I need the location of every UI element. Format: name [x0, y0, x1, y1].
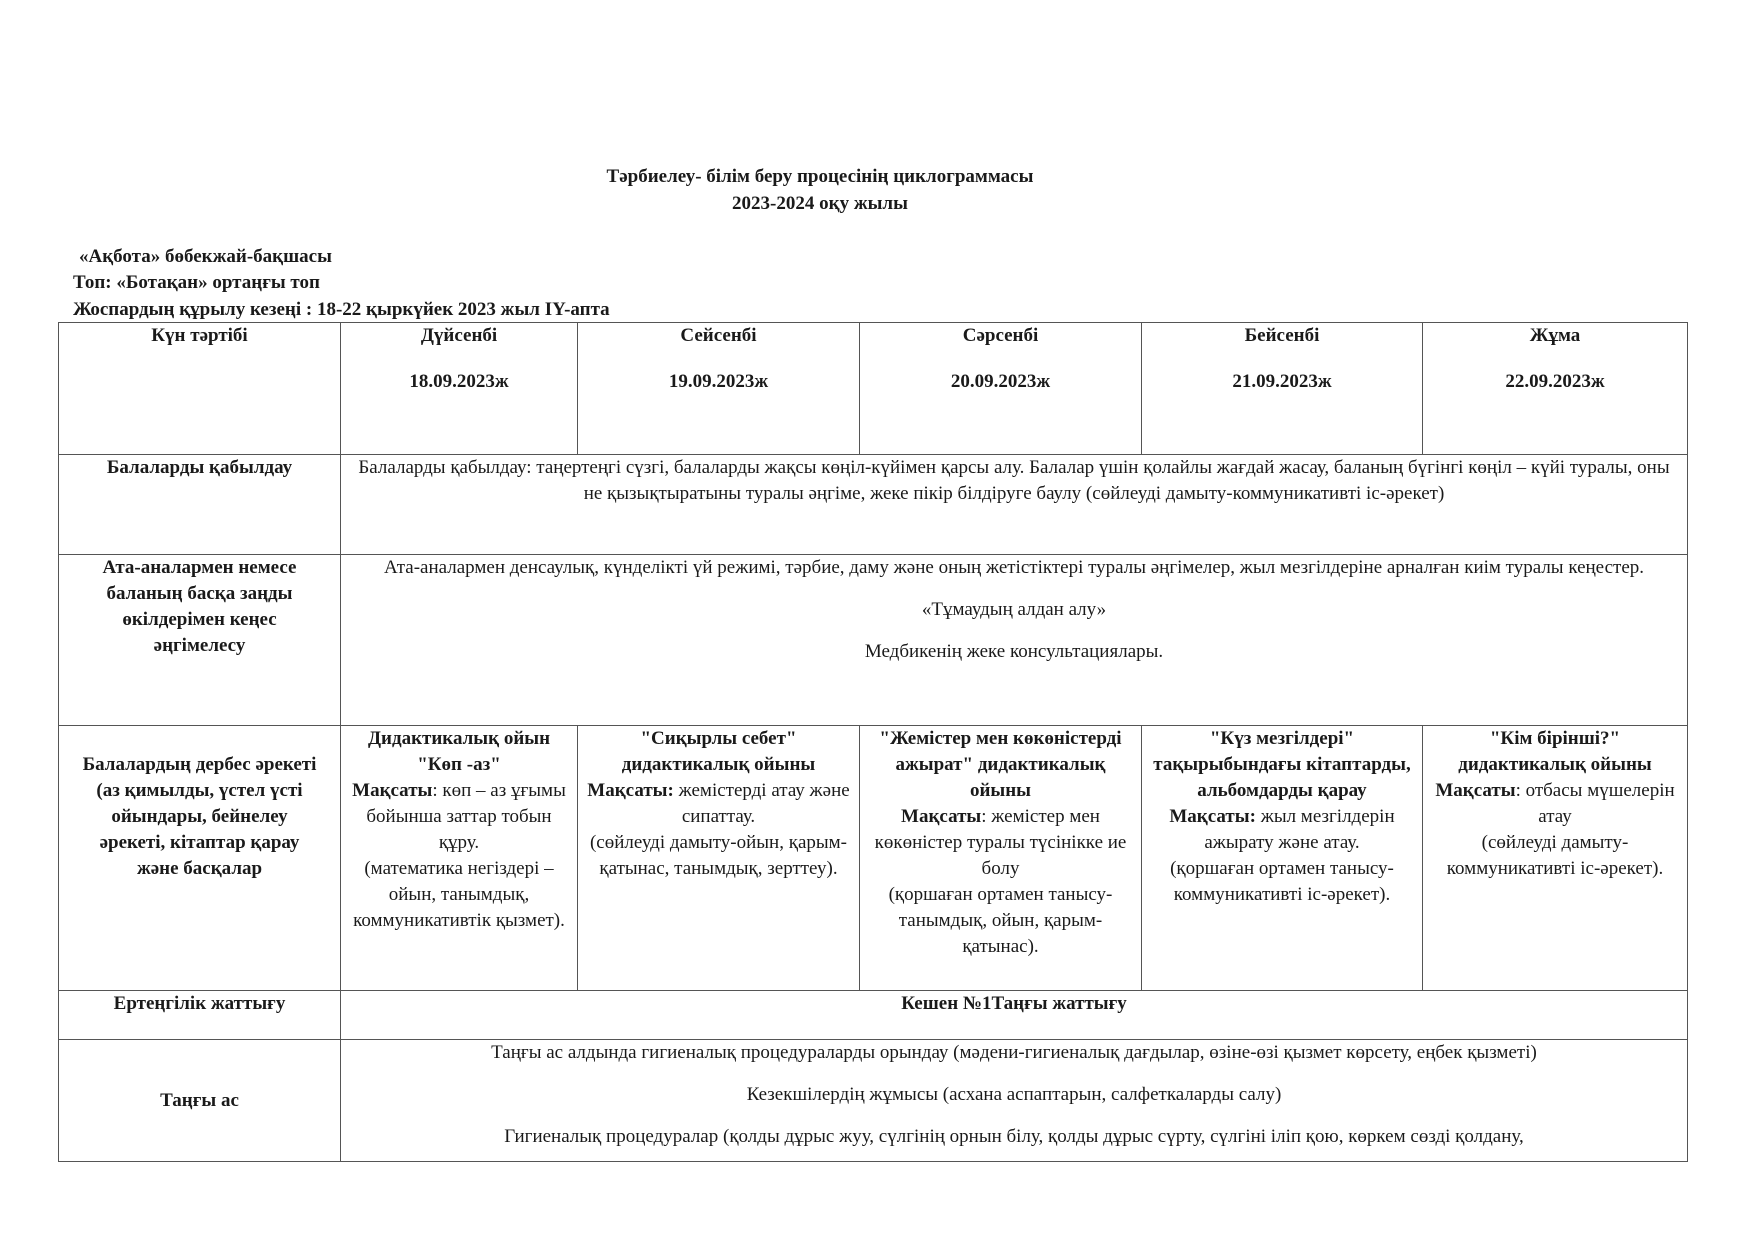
breakfast-row — [59, 1040, 1688, 1162]
goal-label: Мақсаты — [901, 806, 982, 827]
activity-note: (қоршаған ортамен танысу-танымдық, ойын, қарым-қатынас). — [888, 884, 1113, 957]
reception-label: Балаларды қабылдау — [59, 455, 341, 555]
activity-goal — [870, 804, 1131, 882]
activity-note: (математика негіздері – ойын, танымдық, коммуникативтік қызмет). — [353, 858, 565, 931]
breakfast-procedures: Гигиеналық процедуралар (қолды дұрыс жуу, сүлгінің орнын білу, қолды дұрыс сүрту, сүлгіні іліп қою, көркем сөзді қолдану, — [504, 1126, 1524, 1147]
schedule-table — [58, 322, 1688, 1162]
activity-title: "Сиқырлы себет" дидактикалық ойыны — [621, 728, 816, 775]
day-name: Жұма — [1529, 325, 1581, 346]
goal-label: Мақсаты: — [1169, 806, 1256, 827]
activity-title: Дидактикалық ойын "Көп -аз" — [367, 728, 551, 775]
header-row — [59, 323, 1688, 455]
header-schedule: Күн тәртібі — [59, 323, 341, 455]
header-day-thu — [1142, 323, 1423, 455]
goal-text: жыл мезгілдерін ажырату және атау. — [1204, 806, 1395, 853]
reception-row — [59, 455, 1688, 555]
activity-note: (қоршаған ортамен танысу-коммуникативті іс-әрекет). — [1170, 858, 1394, 905]
activity-tue — [578, 726, 860, 991]
breakfast-duty: Кезекшілердің жұмысы (асхана аспаптарын, салфеткаларды салу) — [746, 1084, 1282, 1105]
parents-content — [341, 555, 1688, 726]
activity-wed — [860, 726, 1142, 991]
day-date: 19.09.2023ж — [668, 371, 769, 392]
breakfast-content — [341, 1040, 1688, 1162]
breakfast-label: Таңғы ас — [59, 1040, 341, 1162]
parents-label: Ата-аналармен немесе баланың басқа заңды өкілдерімен кеңес әңгімелесу — [59, 555, 341, 726]
activity-row — [59, 726, 1688, 991]
goal-text: жемістерді атау және сипаттау. — [673, 780, 850, 827]
day-date: 21.09.2023ж — [1232, 371, 1332, 392]
parents-consultation: Медбикенің жеке консультациялары. — [864, 641, 1164, 662]
exercise-label: Ертеңгілік жаттығу — [59, 991, 341, 1040]
breakfast-hygiene: Таңғы ас алдында гигиеналық процедураларды орындау (мәдени-гигиеналық дағдылар, өзіне-өзі қызмет көрсету, еңбек қызметі) — [491, 1042, 1537, 1063]
document-year: 2023-2024 оқу жылы — [732, 193, 908, 214]
exercise-row — [59, 991, 1688, 1040]
day-date: 22.09.2023ж — [1505, 371, 1605, 392]
reception-text: Балаларды қабылдау: таңертеңгі сүзгі, балаларды жақсы көңіл-күйімен қарсы алу. Балалар үшін қолайлы жағдай жасау, баланың бүгінгі көңіл – күйі туралы, оны не қызықтыратыны туралы әңгіме, жеке пікір білдіруге баулу (сөйлеуді дамыту-коммуникативті іс-әрекет) — [341, 455, 1688, 555]
goal-text: : отбасы мүшелерін атау — [1515, 780, 1675, 827]
activity-label: Балалардың дербес әрекеті (аз қимылды, үстел үсті ойындары, бейнелеу әрекеті, кітаптар қарау және басқалар — [59, 726, 341, 991]
activity-goal — [586, 778, 851, 830]
header-day-mon — [341, 323, 578, 455]
header-day-wed — [860, 323, 1142, 455]
parents-text: Ата-аналармен денсаулық, күнделікті үй режимі, тәрбие, даму және оның жетістіктері туралы әңгімелер, жыл мезгілдеріне арналған киім туралы кеңестер. — [383, 557, 1645, 578]
day-name: Дүйсенбі — [420, 325, 498, 346]
day-name: Бейсенбі — [1244, 325, 1320, 346]
goal-text: : жемістер мен көкөністер туралы түсінікке ие болу — [874, 806, 1127, 879]
activity-title: "Жемістер мен көкөністерді ажырат" дидактикалық ойыны — [879, 728, 1122, 801]
header-day-fri — [1423, 323, 1688, 455]
parents-row — [59, 555, 1688, 726]
activity-goal — [1431, 778, 1679, 830]
group-name: Топ: «Ботақан» ортаңғы топ — [73, 272, 320, 293]
activity-title: "Күз мезгілдері" тақырыбындағы кітаптарды, альбомдарды қарау — [1153, 728, 1411, 801]
plan-period: Жоспардың құрылу кезеңі : 18-22 қыркүйек 2023 жыл IY-апта — [73, 299, 610, 320]
goal-label: Мақсаты — [352, 780, 433, 801]
goal-label: Мақсаты — [1435, 780, 1516, 801]
exercise-text: Кешен №1Таңғы жаттығу — [341, 991, 1688, 1040]
document-title: Тәрбиелеу- білім беру процесінің циклограммасы — [606, 166, 1034, 187]
goal-label: Мақсаты: — [587, 780, 674, 801]
activity-mon — [341, 726, 578, 991]
day-date: 20.09.2023ж — [950, 371, 1051, 392]
activity-note: (сөйлеуді дамыту-коммуникативті іс-әрекет). — [1446, 832, 1664, 879]
parents-topic: «Тұмаудың алдан алу» — [921, 599, 1107, 620]
day-name: Сейсенбі — [680, 325, 757, 346]
activity-fri — [1423, 726, 1688, 991]
day-date: 18.09.2023ж — [409, 371, 509, 392]
day-name: Сәрсенбі — [962, 325, 1039, 346]
header-day-tue — [578, 323, 860, 455]
activity-note: (сөйлеуді дамыту-ойын, қарым-қатынас, танымдық, зерттеу). — [589, 832, 848, 879]
activity-goal — [1150, 804, 1414, 856]
kindergarten-name: «Ақбота» бөбекжай-бақшасы — [79, 246, 332, 267]
activity-goal — [351, 778, 567, 856]
activity-title: "Кім бірінші?" дидактикалық ойыны — [1458, 728, 1652, 775]
goal-text: : көп – аз ұғымы бойынша заттар тобын құру. — [366, 780, 566, 853]
activity-thu — [1142, 726, 1423, 991]
